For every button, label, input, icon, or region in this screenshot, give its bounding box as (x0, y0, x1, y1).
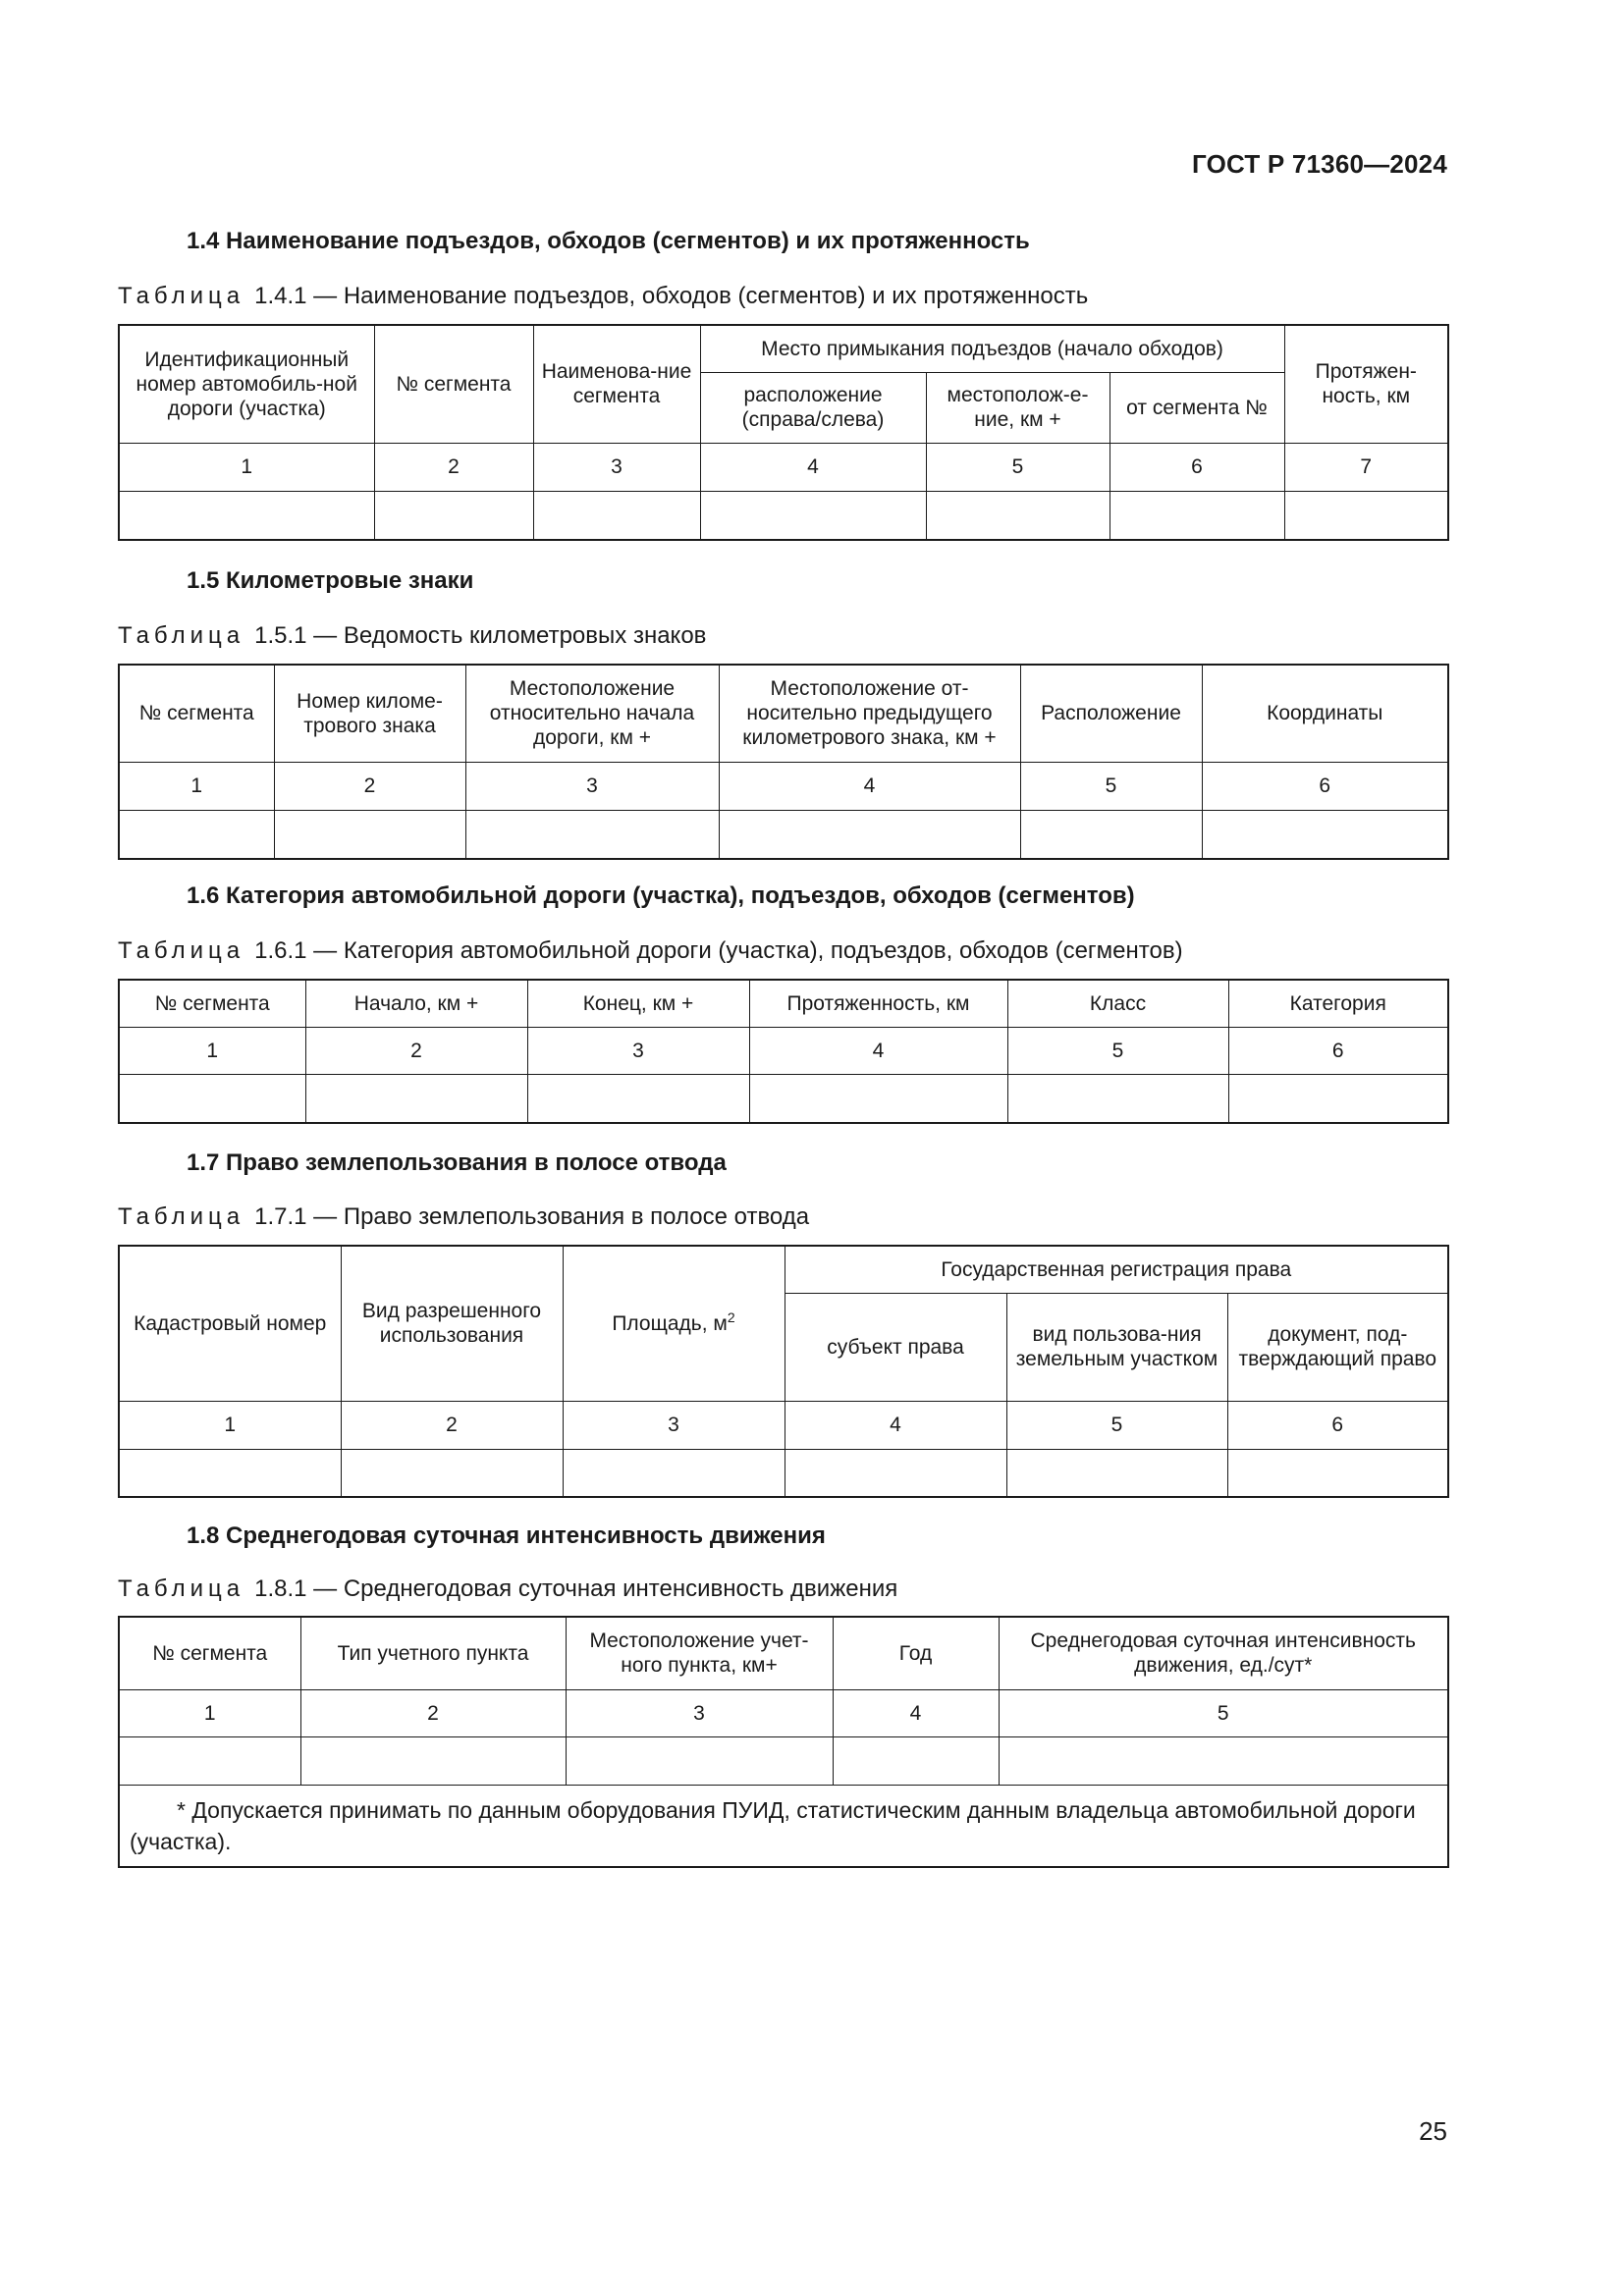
caption-text: 1.8.1 — Среднегодовая суточная интенсивность движения (254, 1575, 898, 1602)
column-number: 5 (1007, 1027, 1228, 1074)
empty-cell (563, 1449, 785, 1497)
header-junction-group: Место примыкания подъездов (начало обходов) (700, 325, 1284, 372)
empty-cell (119, 1449, 341, 1497)
column-number: 1 (119, 762, 274, 810)
empty-cell (926, 491, 1110, 540)
empty-cell (533, 491, 700, 540)
caption-word: Таблица (118, 937, 245, 964)
header-coordinates: Координаты (1202, 665, 1448, 762)
column-number: 2 (305, 1027, 527, 1074)
column-number: 5 (999, 1689, 1448, 1736)
column-number: 6 (1227, 1401, 1448, 1449)
caption-text: 1.4.1 — Наименование подъездов, обходов (сегментов) и их протяженность (254, 283, 1089, 309)
header-permitted-use: Вид разрешенного использования (341, 1246, 563, 1401)
column-number: 1 (119, 1401, 341, 1449)
header-segment-no: № сегмента (119, 665, 274, 762)
empty-row (119, 1074, 1448, 1123)
header-location: местополож-е-ние, км + (926, 372, 1110, 443)
empty-cell (999, 1736, 1448, 1785)
empty-cell (119, 491, 374, 540)
column-number: 2 (300, 1689, 566, 1736)
column-number: 1 (119, 1689, 300, 1736)
caption-word: Таблица (118, 1203, 245, 1230)
column-number: 5 (926, 443, 1110, 491)
empty-cell (749, 1074, 1007, 1123)
column-number: 6 (1228, 1027, 1448, 1074)
caption-word: Таблица (118, 1575, 245, 1602)
column-number: 5 (1020, 762, 1202, 810)
empty-row (119, 1449, 1448, 1497)
column-number: 3 (527, 1027, 749, 1074)
empty-cell (719, 810, 1020, 859)
column-number: 3 (563, 1401, 785, 1449)
empty-cell (119, 810, 274, 859)
header-location-from-start: Местоположение относительно начала дороги, км + (465, 665, 719, 762)
table-1-6-1 (118, 979, 1449, 1124)
column-number: 4 (785, 1401, 1006, 1449)
empty-cell (465, 810, 719, 859)
empty-cell (341, 1449, 563, 1497)
column-number: 4 (719, 762, 1020, 810)
table-footnote (119, 1785, 1448, 1867)
column-number: 6 (1110, 443, 1284, 491)
caption-text: 1.5.1 — Ведомость километровых знаков (254, 622, 707, 649)
table-1-5-1 (118, 664, 1449, 860)
table-caption-1-8-1 (118, 1575, 897, 1603)
header-state-registration-group: Государственная регистрация права (785, 1246, 1448, 1293)
header-area-superscript: 2 (727, 1308, 735, 1325)
header-land-use-type: вид пользова-ния земельным участком (1006, 1293, 1227, 1401)
column-number: 2 (274, 762, 465, 810)
caption-text: 1.7.1 — Право землепользования в полосе отвода (254, 1203, 810, 1230)
empty-cell (1228, 1074, 1448, 1123)
header-placement: Расположение (1020, 665, 1202, 762)
empty-row (119, 1736, 1448, 1785)
empty-cell (527, 1074, 749, 1123)
column-number: 3 (465, 762, 719, 810)
empty-cell (1006, 1449, 1227, 1497)
header-segment-no: № сегмента (119, 980, 305, 1027)
empty-row (119, 491, 1448, 540)
section-title-1-8: 1.8 Среднегодовая суточная интенсивность движения (187, 1522, 826, 1549)
empty-cell (566, 1736, 833, 1785)
column-number: 2 (341, 1401, 563, 1449)
empty-row (119, 810, 1448, 859)
header-confirming-document: документ, под-тверждающий право (1227, 1293, 1448, 1401)
table-1-8-1 (118, 1616, 1449, 1868)
section-title-1-4: 1.4 Наименование подъездов, обходов (сегментов) и их протяженность (187, 228, 1030, 254)
empty-cell (1202, 810, 1448, 859)
header-side: расположение (справа/слева) (700, 372, 926, 443)
header-length: Протяжен-ность, км (1284, 325, 1448, 443)
section-title-1-7: 1.7 Право землепользования в полосе отвода (187, 1149, 727, 1176)
empty-cell (119, 1074, 305, 1123)
empty-cell (1227, 1449, 1448, 1497)
table-1-4-1 (118, 324, 1449, 541)
column-number: 3 (566, 1689, 833, 1736)
column-number: 2 (374, 443, 533, 491)
header-counting-point-location: Местоположение учет-ного пункта, км+ (566, 1617, 833, 1689)
caption-word: Таблица (118, 283, 245, 309)
table-caption-1-4-1 (118, 283, 1088, 310)
column-number: 6 (1202, 762, 1448, 810)
table-caption-1-5-1 (118, 622, 706, 650)
empty-cell (300, 1736, 566, 1785)
caption-word: Таблица (118, 622, 245, 649)
empty-cell (374, 491, 533, 540)
empty-cell (700, 491, 926, 540)
header-km-sign-no: Номер киломе-трового знака (274, 665, 465, 762)
header-from-segment: от сегмента № (1110, 372, 1284, 443)
header-end-km: Конец, км + (527, 980, 749, 1027)
header-segment-name: Наименова-ние сегмента (533, 325, 700, 443)
column-number: 4 (749, 1027, 1007, 1074)
header-class: Класс (1007, 980, 1228, 1027)
empty-cell (1284, 491, 1448, 540)
empty-cell (833, 1736, 999, 1785)
header-counting-point-type: Тип учетного пункта (300, 1617, 566, 1689)
header-area-label: Площадь, м (612, 1311, 728, 1335)
caption-text: 1.6.1 — Категория автомобильной дороги (участка), подъездов, обходов (сегментов) (254, 937, 1183, 964)
footnote-text: * Допускается принимать по данным оборудования ПУИД, статистическим данным владельца автомобильной дороги (участка). (130, 1796, 1416, 1854)
header-right-holder: субъект права (785, 1293, 1006, 1401)
header-start-km: Начало, км + (305, 980, 527, 1027)
column-number: 1 (119, 443, 374, 491)
empty-cell (1020, 810, 1202, 859)
column-number: 4 (833, 1689, 999, 1736)
document-code: ГОСТ Р 71360—2024 (1192, 149, 1447, 179)
table-1-7-1 (118, 1245, 1449, 1498)
column-number: 1 (119, 1027, 305, 1074)
empty-cell (119, 1736, 300, 1785)
header-year: Год (833, 1617, 999, 1689)
header-road-id: Идентификационный номер автомобиль-ной дороги (участка) (119, 325, 374, 443)
column-number: 7 (1284, 443, 1448, 491)
header-average-daily-traffic: Среднегодовая суточная интенсивность движения, ед./сут* (999, 1617, 1448, 1689)
page-number: 25 (1419, 2116, 1447, 2146)
header-segment-no: № сегмента (374, 325, 533, 443)
column-number: 3 (533, 443, 700, 491)
column-number: 4 (700, 443, 926, 491)
empty-cell (1110, 491, 1284, 540)
header-category: Категория (1228, 980, 1448, 1027)
header-cadastral-number: Кадастровый номер (119, 1246, 341, 1401)
empty-cell (274, 810, 465, 859)
empty-cell (785, 1449, 1006, 1497)
header-length: Протяженность, км (749, 980, 1007, 1027)
section-title-1-5: 1.5 Километровые знаки (187, 567, 474, 594)
header-area (563, 1246, 785, 1401)
table-caption-1-6-1 (118, 937, 1183, 965)
column-number: 5 (1006, 1401, 1227, 1449)
empty-cell (1007, 1074, 1228, 1123)
table-caption-1-7-1 (118, 1203, 809, 1231)
empty-cell (305, 1074, 527, 1123)
section-title-1-6: 1.6 Категория автомобильной дороги (участка), подъездов, обходов (сегментов) (187, 882, 1135, 909)
header-location-from-previous: Местоположение от-носительно предыдущего километрового знака, км + (719, 665, 1020, 762)
header-segment-no: № сегмента (119, 1617, 300, 1689)
